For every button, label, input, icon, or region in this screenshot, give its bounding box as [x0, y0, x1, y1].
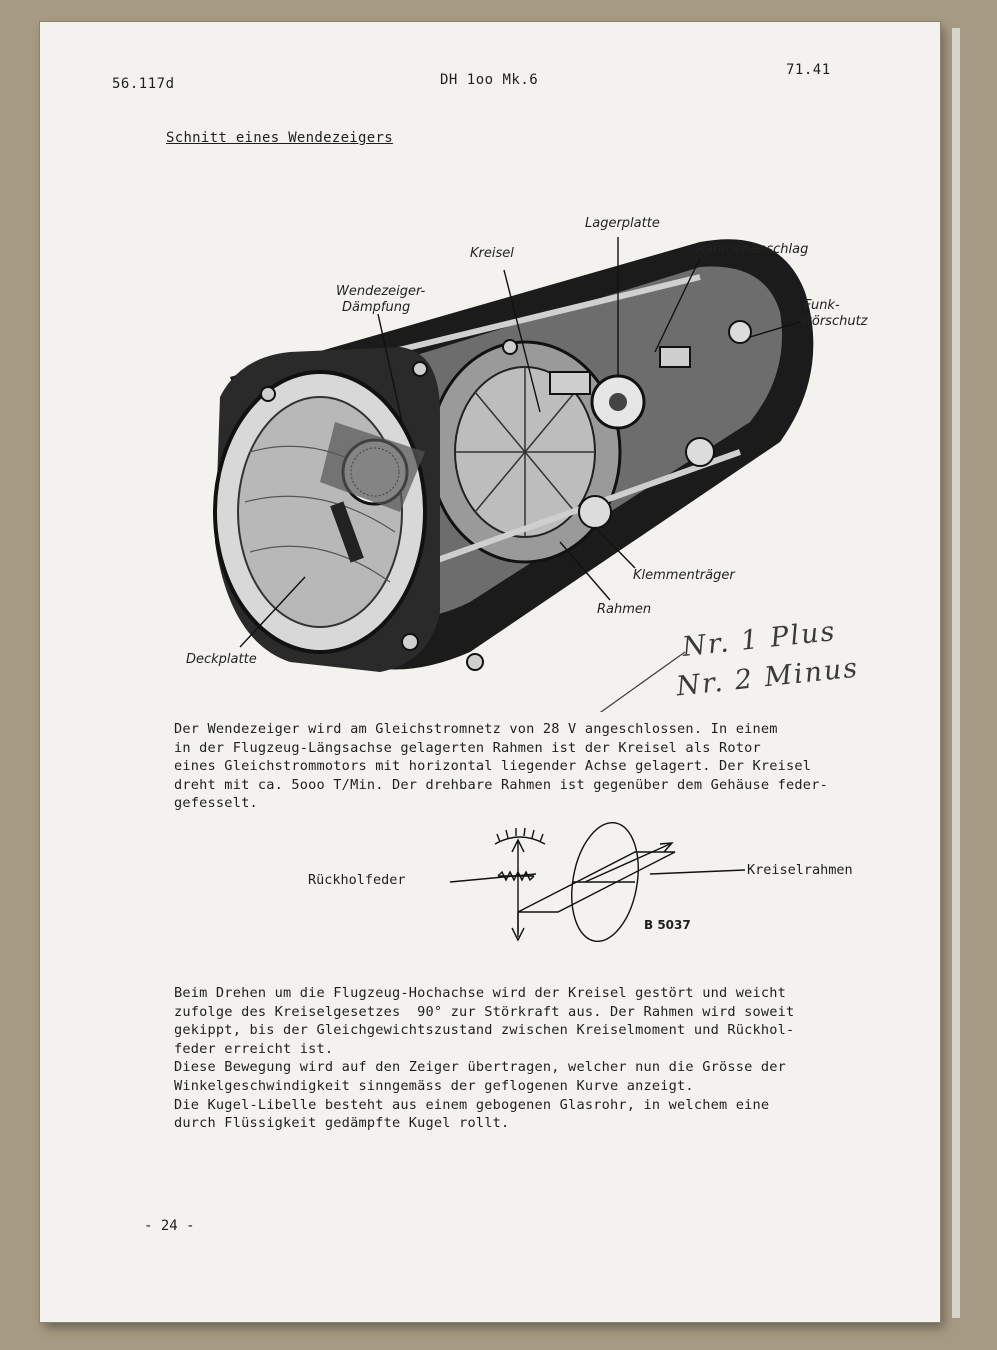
page-title: Schnitt eines Wendezeigers	[166, 130, 393, 146]
p1-line: eines Gleichstrommotors mit horizontal liegender Achse gelagert. Der Kreisel	[174, 758, 812, 775]
p2-line: Beim Drehen um die Flugzeug-Hochachse wird der Kreisel gestört und weicht	[174, 985, 787, 1001]
p1-line: dreht mit ca. 5ooo T/Min. Der drehbare Rahmen ist gegenüber dem Gehäuse feder-	[174, 776, 828, 793]
document-sheet	[40, 22, 940, 1322]
p1-line: in der Flugzeug-Längsachse gelagerten Rahmen ist der Kreisel als Rotor	[174, 739, 761, 756]
adjacent-page-edge	[952, 28, 960, 1318]
handwritten-note-2: Nr. 2 Minus	[674, 652, 861, 703]
p2-line: Die Kugel-Libelle besteht aus einem gebogenen Glasrohr, in welchem eine	[174, 1096, 770, 1113]
label-wendezeiger-daempfung-1: Wendezeiger-	[336, 284, 426, 299]
label-deckplatte: Deckplatte	[186, 652, 257, 667]
label-lagerplatte: Lagerplatte	[585, 216, 660, 231]
aircraft-designation: DH 1oo Mk.6	[440, 72, 539, 88]
section-number: 71.41	[786, 62, 831, 78]
page-number: - 24 -	[144, 1218, 195, 1234]
p2-line: durch Flüssigkeit gedämpfte Kugel rollt.	[174, 1115, 510, 1132]
paragraph-2	[174, 984, 794, 1133]
figure-code: B 5037	[644, 918, 691, 932]
label-wendezeiger-daempfung-2: Dämpfung	[342, 300, 411, 315]
doc-number: 56.117d	[112, 76, 175, 92]
p1-line: gefesselt.	[174, 795, 258, 812]
handwritten-note-1: Nr. 1 Plus	[680, 616, 838, 663]
label-rahmenanschlag: Rahmenanschlag	[696, 242, 809, 257]
p2-line: zufolge des Kreiselgesetzes 90° zur Störkraft aus. Der Rahmen wird soweit	[174, 1003, 795, 1020]
label-klemmentraeger: Klemmenträger	[633, 568, 735, 583]
label-rahmen: Rahmen	[597, 602, 652, 617]
label-rueckholfeder: Rückholfeder	[308, 872, 406, 888]
p1-line: Der Wendezeiger wird am Gleichstromnetz von 28 V angeschlossen. In einem	[174, 721, 778, 737]
p2-line: gekippt, bis der Gleichgewichtszustand zwischen Kreiselmoment und Rückhol-	[174, 1022, 795, 1039]
p2-line: Winkelgeschwindigkeit sinngemäss der geflogenen Kurve anzeigt.	[174, 1077, 694, 1094]
label-kreisel: Kreisel	[470, 246, 514, 261]
p2-line: Diese Bewegung wird auf den Zeiger übertragen, welcher nun die Grösse der	[174, 1059, 787, 1076]
label-kreiselrahmen: Kreiselrahmen	[747, 862, 853, 878]
label-funk-1: Funk-	[804, 298, 840, 313]
gyro-schematic-drawing	[290, 822, 850, 972]
label-funk-2: störschutz	[800, 314, 868, 329]
p2-line: feder erreicht ist.	[174, 1040, 334, 1057]
gyro-schematic	[290, 822, 853, 972]
paragraph-1	[174, 720, 828, 813]
